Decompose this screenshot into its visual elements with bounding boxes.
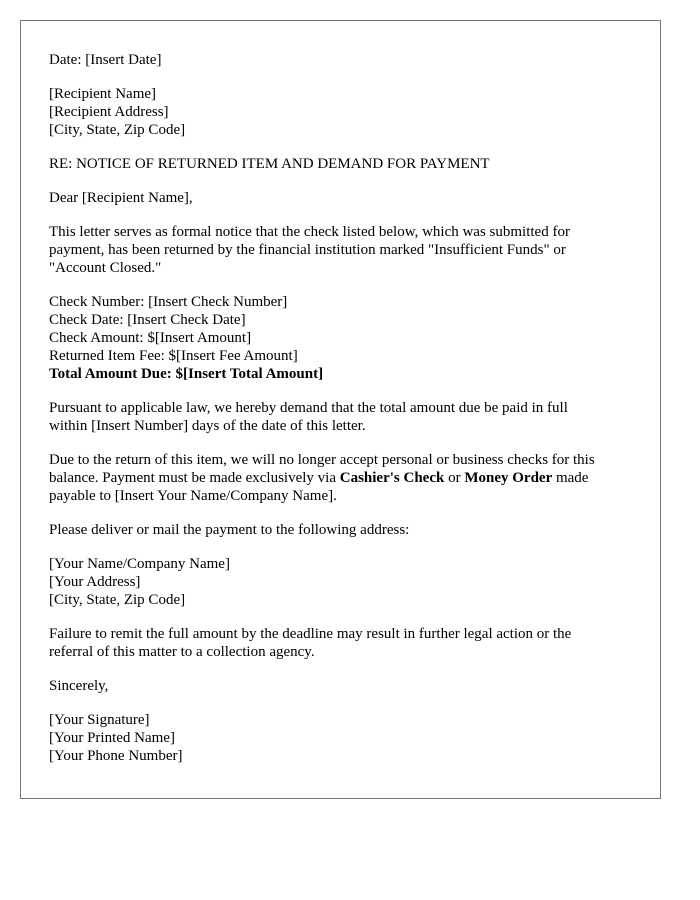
payment-terms-post: made (552, 470, 589, 486)
payment-terms-or: or (444, 470, 465, 486)
intro-line: "Account Closed." (49, 260, 162, 276)
phone-number-placeholder: [Your Phone Number] (49, 748, 183, 764)
payment-terms-line: Due to the return of this item, we will no longer accept personal or business checks for this (49, 452, 595, 468)
salutation-text: Dear [Recipient Name], (49, 190, 193, 206)
demand-paragraph (49, 399, 632, 435)
recipient-address: [Recipient Address] (49, 104, 169, 120)
warning-line: referral of this matter to a collection agency. (49, 644, 315, 660)
letter-document (20, 20, 661, 799)
demand-line: Pursuant to applicable law, we hereby demand that the total amount due be paid in full (49, 400, 568, 416)
sender-address: [Your Address] (49, 574, 141, 590)
money-order-term: Money Order (464, 470, 553, 486)
payment-terms-line (49, 469, 632, 487)
closing (49, 677, 632, 695)
signature-block (49, 711, 632, 765)
date-line (49, 51, 632, 69)
payment-terms-pre: balance. Payment must be made exclusively via (49, 470, 340, 486)
subject-line (49, 155, 632, 173)
payment-terms-line: payable to [Insert Your Name/Company Name]. (49, 488, 337, 504)
check-number: Check Number: [Insert Check Number] (49, 294, 288, 310)
check-details-block (49, 293, 632, 383)
demand-line: within [Insert Number] days of the date of this letter. (49, 418, 366, 434)
warning-line: Failure to remit the full amount by the deadline may result in further legal action or the (49, 626, 572, 642)
deliver-instruction-text: Please deliver or mail the payment to the following address: (49, 522, 410, 538)
recipient-address-block (49, 85, 632, 139)
cashiers-check-term: Cashier's Check (339, 470, 445, 486)
date-text: Date: [Insert Date] (49, 52, 162, 68)
intro-line: payment, has been returned by the financial institution marked "Insufficient Funds" or (49, 242, 566, 258)
salutation (49, 189, 632, 207)
printed-name-placeholder: [Your Printed Name] (49, 730, 175, 746)
total-amount-due: Total Amount Due: $[Insert Total Amount] (49, 366, 324, 382)
sender-address-block (49, 555, 632, 609)
check-date: Check Date: [Insert Check Date] (49, 312, 246, 328)
sender-name: [Your Name/Company Name] (49, 556, 230, 572)
sender-city-state-zip: [City, State, Zip Code] (49, 592, 186, 608)
recipient-name: [Recipient Name] (49, 86, 157, 102)
intro-line: This letter serves as formal notice that the check listed below, which was submitted for (49, 224, 570, 240)
closing-text: Sincerely, (49, 678, 109, 694)
payment-terms-paragraph (49, 451, 632, 505)
intro-paragraph (49, 223, 632, 277)
signature-placeholder: [Your Signature] (49, 712, 150, 728)
deliver-instruction (49, 521, 632, 539)
warning-paragraph (49, 625, 632, 661)
returned-item-fee: Returned Item Fee: $[Insert Fee Amount] (49, 348, 298, 364)
check-amount: Check Amount: $[Insert Amount] (49, 330, 252, 346)
subject-text: RE: NOTICE OF RETURNED ITEM AND DEMAND FOR PAYMENT (49, 156, 490, 172)
recipient-city-state-zip: [City, State, Zip Code] (49, 122, 186, 138)
